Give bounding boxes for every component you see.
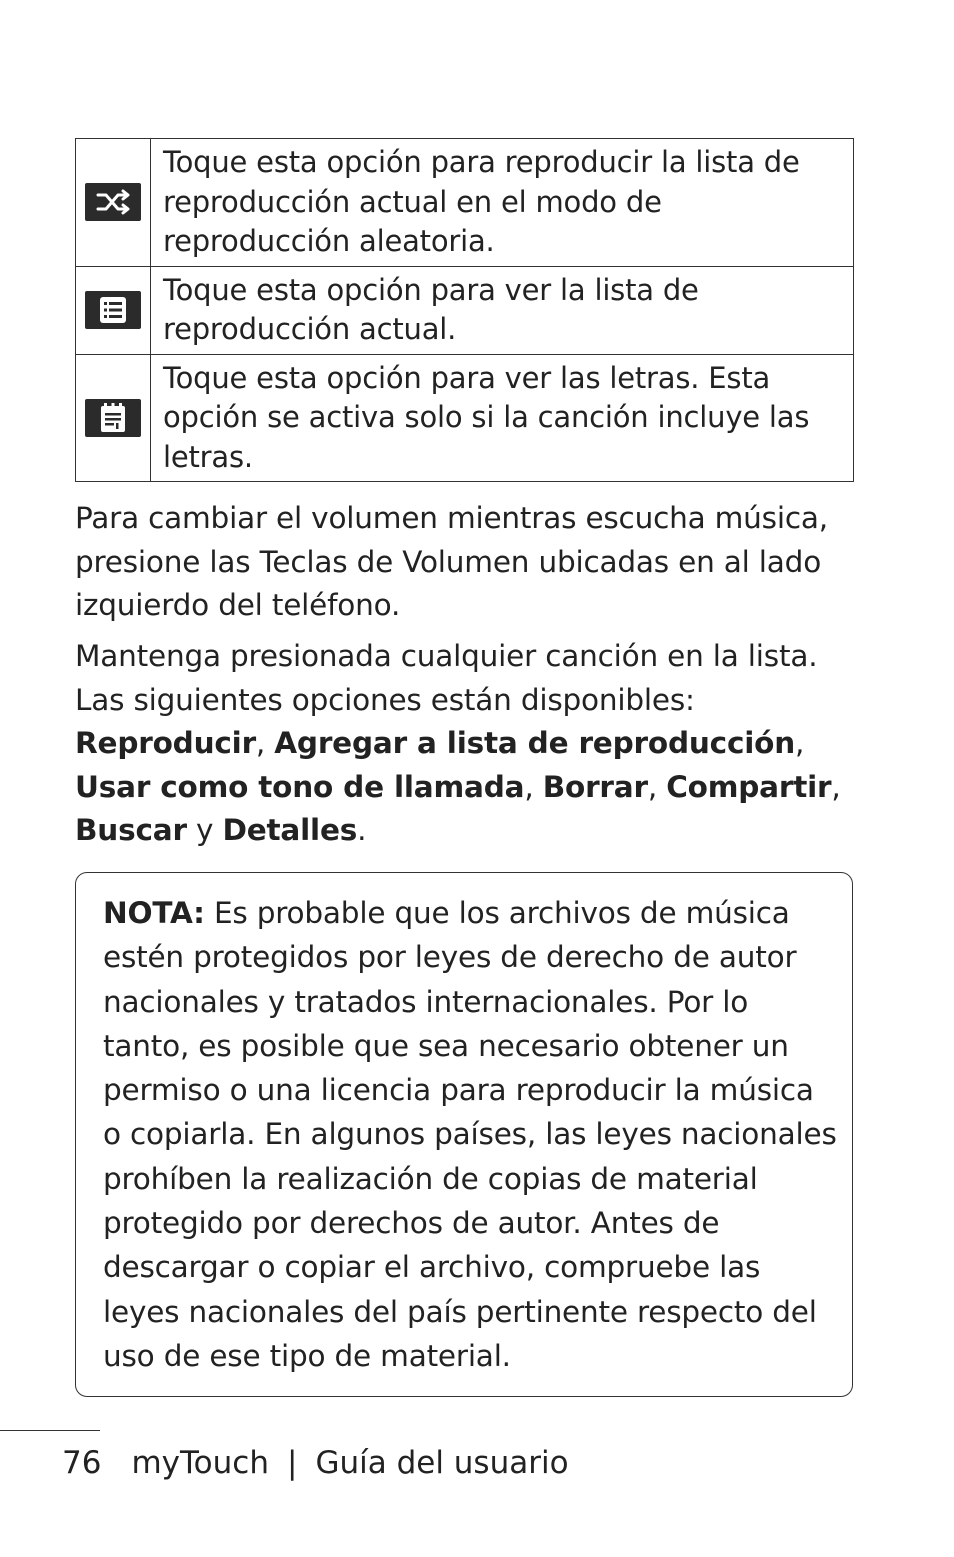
- guide-title: Guía del usuario: [315, 1445, 569, 1481]
- icon-description-table: [75, 138, 854, 482]
- shuffle-description: Toque esta opción para reproducir la lista de reproducción actual en el modo de reproducción aleatoria.: [151, 139, 854, 267]
- icon-cell: [76, 266, 151, 354]
- option-add-to-playlist: Agregar a lista de reproducción: [274, 726, 796, 760]
- table-row: [76, 354, 854, 482]
- playlist-icon: [85, 291, 141, 329]
- note-box: [75, 872, 853, 1397]
- options-conjunction: y: [195, 813, 214, 847]
- note-body: Es probable que los archivos de música estén protegidos por leyes de derecho de autor nacionales y tratados internacionales. Por lo tanto, es posible que sea necesario obtener un permiso o una licencia para reproducir la música o copiarla. En algunos países, las leyes nacionales prohíben la realización de copias de material protegido por derechos de autor. Antes de descargar o copiar el archivo, compruebe las leyes nacionales del país pertinente respecto del uso de ese tipo de material.: [103, 896, 837, 1373]
- lyrics-description: Toque esta opción para ver las letras. Esta opción se activa solo si la canción incluye las letras.: [151, 354, 854, 482]
- lyrics-icon: [85, 399, 141, 437]
- page-number: 76: [62, 1445, 102, 1481]
- note-text: [103, 891, 838, 1378]
- playlist-description: Toque esta opción para ver la lista de reproducción actual.: [151, 266, 854, 354]
- option-share: Compartir: [666, 769, 832, 804]
- table-row: [76, 266, 854, 354]
- product-name: myTouch: [131, 1445, 269, 1481]
- note-label: NOTA:: [103, 896, 205, 930]
- footer-rule: [0, 1430, 100, 1431]
- volume-paragraph: Para cambiar el volumen mientras escucha música, presione las Teclas de Volumen ubicadas en al lado izquierdo del teléfono.: [75, 501, 828, 622]
- page-footer: [62, 1440, 569, 1486]
- icon-cell: [76, 139, 151, 267]
- option-details: Detalles: [222, 813, 358, 847]
- shuffle-icon: [85, 183, 141, 221]
- option-use-as-ringtone: Usar como tono de llamada: [75, 769, 525, 804]
- option-play: Reproducir: [75, 726, 256, 760]
- icon-cell: [76, 354, 151, 482]
- options-intro: Mantenga presionada cualquier canción en la lista. Las siguientes opciones están disponibles:: [75, 639, 818, 717]
- table-row: [76, 139, 854, 267]
- footer-separator: |: [286, 1445, 298, 1481]
- option-search: Buscar: [75, 813, 187, 847]
- option-delete: Borrar: [542, 769, 648, 804]
- options-paragraph: Mantenga presionada cualquier canción en la lista. Las siguientes opciones están disponibles: Reproducir, Agregar a lista de reproducción, Usar como tono de llamada, Borrar, Compartir, Buscar y Detalles.: [75, 639, 841, 847]
